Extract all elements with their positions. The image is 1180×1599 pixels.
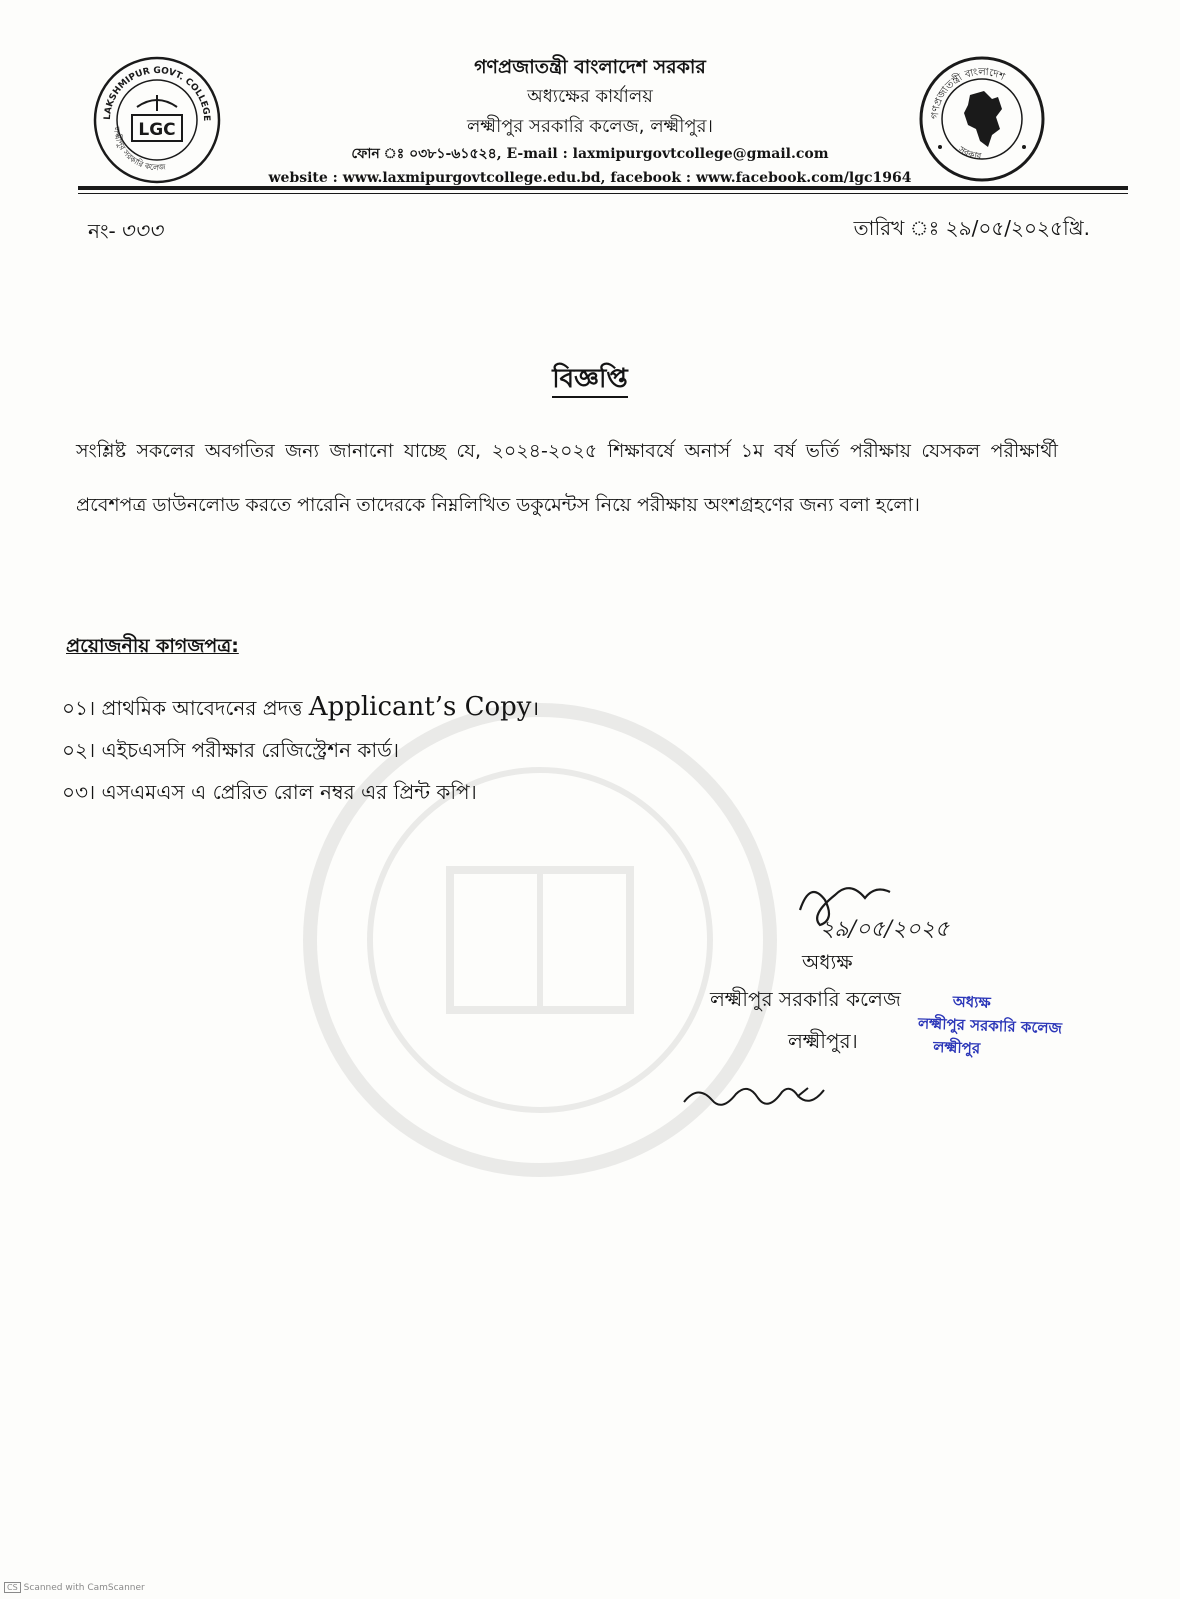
memo-date: তারিখ ঃ ২৯/০৫/২০২৫খ্রি. — [853, 216, 1090, 240]
college-address: লক্ষ্মীপুর সরকারি কলেজ, লক্ষ্মীপুর। — [467, 116, 713, 137]
memo-number-value: ৩৩৩ — [119, 219, 163, 244]
scanner-watermark — [4, 1582, 145, 1593]
office-title: অধ্যক্ষের কার্যালয় — [527, 86, 653, 107]
signatory-district: লক্ষ্মীপুর। — [788, 1029, 858, 1053]
svg-text:গণপ্রজাতন্ত্রী বাংলাদেশ: গণপ্রজাতন্ত্রী বাংলাদেশ — [929, 66, 1007, 120]
government-title: গণপ্রজাতন্ত্রী বাংলাদেশ সরকার — [474, 56, 706, 78]
memo-number-label: নং- — [88, 219, 116, 243]
initial-signature-icon — [678, 1078, 838, 1122]
item-text-en: Applicant’s Copy — [308, 692, 532, 722]
signatory-title: অধ্যক্ষ — [802, 950, 853, 974]
letterhead — [230, 52, 950, 190]
svg-text:LGC: LGC — [138, 120, 176, 140]
scanner-text: Scanned with CamScanner — [23, 1583, 145, 1593]
stamp-line-college: লক্ষ্মীপুর সরকারি কলেজ — [917, 1014, 1063, 1038]
svg-text:সরকার: সরকার — [956, 145, 982, 163]
principal-signature-icon — [780, 870, 1020, 945]
scanner-badge: CS — [4, 1582, 21, 1593]
svg-text:লক্ষ্মীপুর সরকারি কলেজ: লক্ষ্মীপুর সরকারি কলেজ — [111, 126, 167, 173]
item-number: ০২। — [62, 738, 96, 762]
official-stamp — [917, 990, 1063, 1064]
stamp-line-title: অধ্যক্ষ — [952, 992, 992, 1012]
requirements-list — [62, 686, 539, 813]
item-number: ০১। — [62, 696, 96, 720]
contact-line: ফোন ঃ ০৩৮১-৬১৫২৪, E-mail : laxmipurgovtcollege@gmail.com — [351, 146, 829, 162]
college-logo-icon — [92, 55, 222, 185]
memo-number — [88, 214, 163, 251]
item-text: প্রাথমিক আবেদনের প্রদত্ত — [101, 696, 303, 720]
list-item — [62, 771, 539, 813]
list-item — [62, 729, 539, 771]
notice-heading — [0, 358, 1180, 402]
svg-text:LAKSHMIPUR GOVT. COLLEGE: LAKSHMIPUR GOVT. COLLEGE — [102, 65, 212, 122]
item-text: এইচএসসি পরীক্ষার রেজিস্ট্রেশন কার্ড। — [101, 738, 400, 762]
notice-body: সংশ্লিষ্ট সকলের অবগতির জন্য জানানো যাচ্ছে যে, ২০২৪-২০২৫ শিক্ষাবর্ষে অনার্স ১ম বর্ষ ভর্তি পরীক্ষায় যেসকল পরীক্ষার্থী প্রবেশপত্র ডাউনলোড করতে পারেনি তাদেরকে নিম্নলিখিত ডকুমেন্টস নিয়ে পরীক্ষায় অংশগ্রহণের জন্য বলা হলো। — [76, 440, 1058, 516]
stamp-line-district: লক্ষ্মীপুর — [932, 1037, 981, 1058]
signatory-college: লক্ষ্মীপুর সরকারি কলেজ — [710, 987, 901, 1011]
svg-text:২৯/০৫/২০২৫: ২৯/০৫/২০২৫ — [820, 917, 950, 942]
government-seal-icon — [918, 55, 1046, 183]
item-text: এসএমএস এ প্রেরিত রোল নম্বর এর প্রিন্ট কপি। — [101, 780, 477, 804]
list-item — [62, 686, 539, 729]
item-end: । — [531, 696, 540, 720]
website-line: website : www.laxmipurgovtcollege.edu.bd, facebook : www.facebook.com/lgc1964 — [268, 170, 912, 186]
notice-heading-text: বিজ্ঞপ্তি — [552, 364, 628, 398]
header-divider-thick — [78, 186, 1128, 190]
requirements-heading: প্রয়োজনীয় কাগজপত্র: — [66, 635, 239, 657]
item-number: ০৩। — [62, 780, 96, 804]
header-divider-thin — [78, 193, 1128, 194]
